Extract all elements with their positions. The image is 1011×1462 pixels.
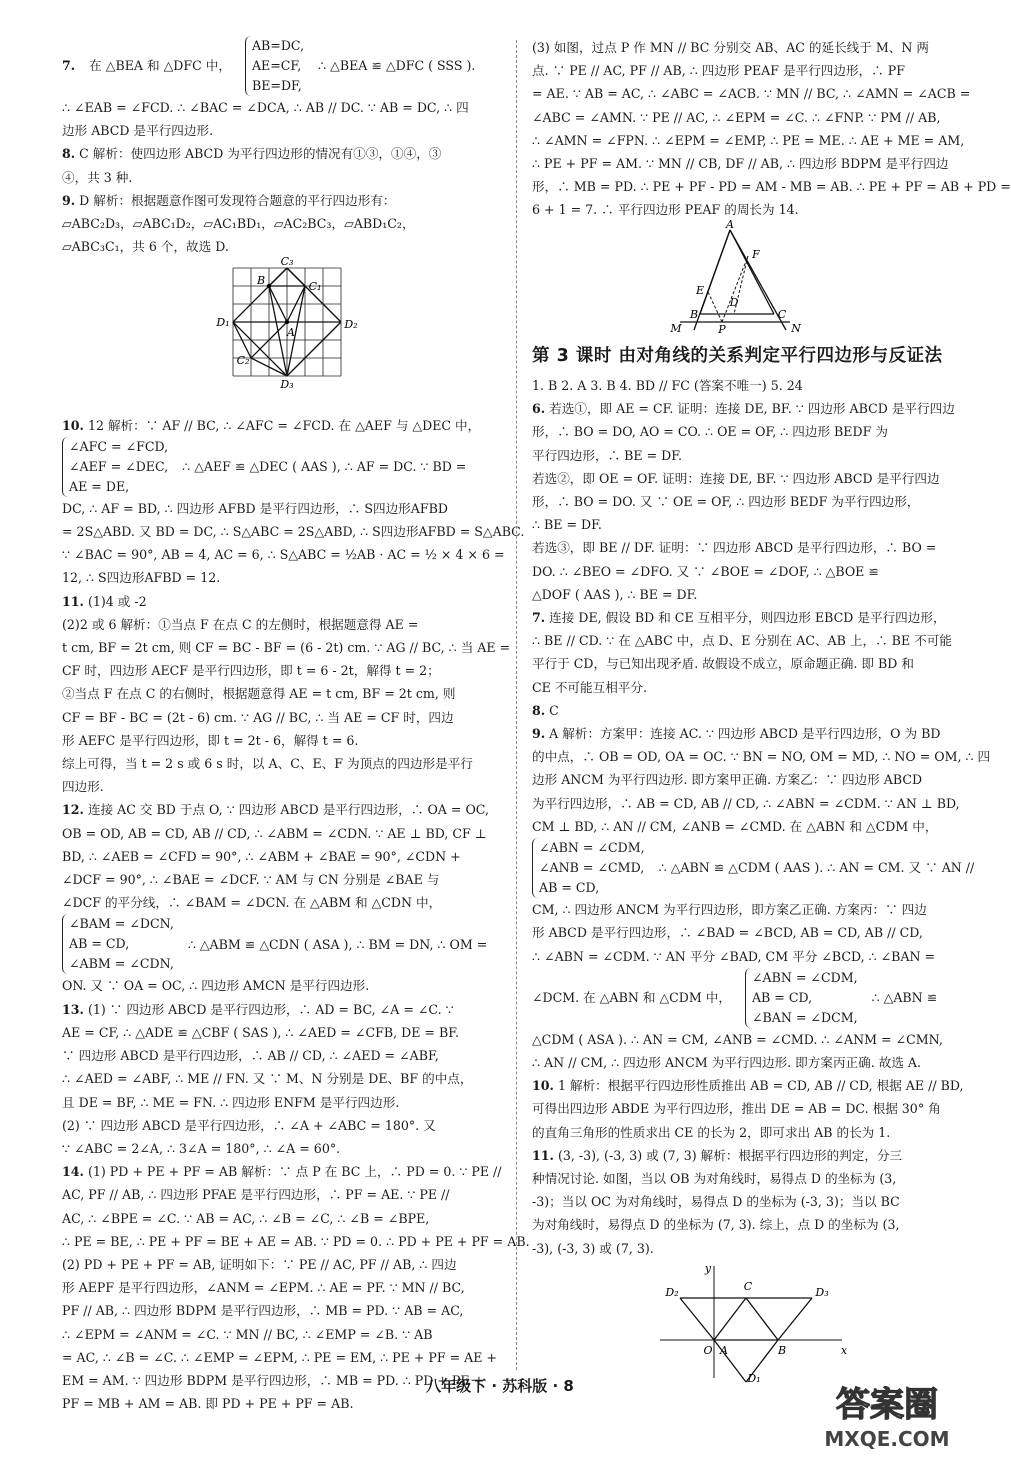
answer-text: △DOF ( AAS ), ∴ BE = DF. [532,586,698,602]
answer-line [62,659,504,682]
answer-line [62,1276,504,1299]
column-divider [516,40,517,1370]
answer-line [532,629,968,652]
brace-line: AB = CD, [69,936,130,952]
brace-post-text: ∴ △ABN ≌ △CDM ( AAS ). ∴ AN = CM. 又 ∵ AN // [658,860,975,876]
answer-line [62,891,504,914]
answer-line [532,768,968,791]
answer-item [532,606,968,699]
answer-line [532,606,968,629]
brace-system [62,36,504,96]
watermark-url: MXQE.COM [824,1427,950,1451]
item-number: 7. [62,58,76,74]
answer-line [62,497,504,520]
item-number: 6. [532,401,546,417]
figure-segment [714,1298,746,1340]
watermark-text: 答案圈 [836,1385,938,1425]
answer-line [62,822,504,845]
brace-line: AE=CF, [251,58,302,73]
answer-line [62,235,504,258]
figure-label: B [777,1343,787,1357]
item-number: 14. [62,1164,84,1180]
answer-text: 边形 ANCM 为平行四边形. 即方案甲正确. 方案乙：∵ 四边形 ABCD [532,772,923,788]
answer-text: 形，∴ BO = DO. 又 ∵ OE = OF, ∴ 四边形 BEDF 为平行四边形， [532,494,920,510]
answer-line [532,1028,968,1051]
answer-line [62,706,504,729]
answer-text: = 2S△ABD. 又 BD = DC, ∴ S△ABC = 2S△ABD, ∴ S四边形AFBD = S△ABC. [62,524,525,540]
figure-label: C [743,1279,753,1293]
answer-text: CF = BF - BC = (2t - 6) cm. ∵ AG // BC, ∴ 当 AE = CF 时，四边 [62,709,454,725]
figure-point [267,284,271,288]
answer-item [62,590,511,799]
watermark-logo [792,1370,982,1454]
answer-text: OB = OD, AB = CD, AB // CD, ∴ ∠ABM = ∠CDN. ∵ AE ⊥ BD, CF ⊥ [62,825,487,841]
answer-line [532,152,968,175]
answer-text: 1 解析：根据平行四边形性质推出 AB = CD, AB // CD, 根据 AE // BD, [557,1078,964,1094]
answer-text: ∠DCF = 90°, ∴ ∠BAE = ∠DCF. ∵ AM 与 CN 分别是 ∠BAE 与 [62,872,440,888]
answer-line [62,142,504,165]
brace-system [532,968,968,1028]
answer-text: 可得出四边形 ABDE 为平行四边形，推出 DE = AB = DC. 根据 30° 角 [532,1101,941,1117]
answer-text: 边形 ABCD 是平行四边形. [62,123,214,139]
figure-label: O [703,1343,713,1357]
brace-pre-text: ∠DCM. 在 △ABN 和 △CDM 中， [532,990,731,1006]
answer-text: 形 AEPF 是平行四边形，∠ANM = ∠EPM. ∴ AE = PF. ∵ MN // BC, [62,1280,465,1296]
answer-line [532,82,971,105]
answer-item [62,974,504,997]
item-number: 13. [62,1001,84,1017]
answer-text: (3) 如图，过点 P 作 MN // BC 分别交 AB、AC 的延长线于 M、N 两 [532,40,929,55]
answer-line [532,699,968,722]
answer-line [532,374,968,397]
answer-line [532,1213,968,1236]
answer-text: 为平行四边形，∴ AB = CD, AB // CD, ∴ ∠ABN = ∠CDM. ∵ AN ⊥ BD, [532,795,960,811]
item-number: 9. [62,192,76,208]
answer-text: ▱ABC₃C₁，共 6 个，故选 D. [62,239,229,255]
answer-text: ∴ BE = DF. [532,517,602,533]
answer-item [532,374,968,397]
brace-system [62,437,504,497]
answer-text: ∴ PE + PF = AM. ∵ MN // CB, DF // AB, ∴ 四边形 BDPM 是平行四边 [532,156,949,172]
answer-text: BD, ∴ ∠AEB = ∠CFD = 90°, ∴ ∠ABM + ∠BAE = 90°, ∠CDN + [62,848,461,864]
answer-text: (1) PD + PE + PF = AB 解析：∵ 点 P 在 BC 上，∴ PD = 0. ∵ PE // [87,1164,502,1180]
answer-text: ∴ AN // CM, ∴ 四边形 ANCM 为平行四边形. 即方案丙正确. 故选 A. [532,1054,922,1070]
item-number: 10. [62,417,84,433]
answer-text: t cm, BF = 2t cm, 则 CF = BC - BF = (6 - 2t) cm. ∵ AG // BC, ∴ 当 AE = [62,640,511,656]
answer-text: 综上可得，当 t = 2 s 或 6 s 时，以 A、C、E、F 为顶点的四边形是平行 [62,756,473,772]
figure-label: B [689,307,699,321]
answer-line [532,36,968,59]
answer-text: 形 ABCD 是平行四边形，∴ ∠BAD = ∠BCD, AB = CD, AB // CD, [532,925,923,941]
brace-pre-text: 在 △BEA 和 △DFC 中， [89,58,231,74]
figure-label: E [695,283,705,297]
answer-line [62,1067,504,1090]
figure-label: A [726,217,734,231]
answer-text: ∵ ∠BAC = 90°, AB = 4, AC = 6, ∴ S△ABC = ½AB · AC = ½ × 4 × 6 = [62,547,505,563]
answer-line [62,189,504,212]
answer-line [532,722,968,745]
answer-text: -3)；当以 OC 为对角线时，易得点 D 的坐标为 (-3, 3)；当以 BC [532,1194,900,1210]
figure-segment [746,1298,778,1340]
answer-line [62,998,504,1021]
brace-line: ∠ABN = ∠CDM, [751,969,858,985]
answer-text: EM = AM. ∵ 四边形 BDPM 是平行四边形，∴ MB = PD. ∴ PD + PE + [62,1372,485,1388]
answer-line [532,1097,968,1120]
answer-text: ∴ BE // CD. ∵ 在 △ABC 中，点 D、E 分别在 AC、AB 上，∴ BE 不可能 [532,633,952,649]
answer-text: AC, ∴ ∠BPE = ∠C. ∵ AB = AC, ∴ ∠B = ∠C, ∴ ∠B = ∠BPE, [62,1210,430,1226]
brace-group [62,914,174,974]
answer-text: ∴ ∠AMN = ∠FPN. ∴ ∠EPM = ∠EMP, ∴ PE = ME. ∴ AE + ME = AM, [532,132,965,148]
brace-post-text: ∴ △ABN ≌ [871,990,938,1006]
figure-segment [269,286,287,376]
figure-point [285,320,289,324]
answer-line [62,543,504,566]
brace-line: ∠ANB = ∠CMD, [539,860,645,876]
answer-item [532,397,968,606]
brace-post-text: ∴ △ABM ≌ △CDN ( ASA ), ∴ BM = DN, ∴ OM = [187,936,488,952]
answer-line [62,1021,504,1044]
figure-label: y [704,1261,712,1275]
answer-text: -3), (-3, 3) 或 (7, 3). [532,1240,654,1256]
answer-line [532,1074,968,1097]
figure-label: D₃ [280,378,294,392]
answer-line [62,752,504,775]
item-number: 11. [532,1147,554,1163]
answer-line [62,414,504,437]
answer-item [62,414,504,437]
brace-line: ∠BAM = ∠DCN, [69,916,174,932]
answer-line [532,490,968,513]
figure-label: x [840,1343,848,1357]
answer-line [62,1346,504,1369]
figure-dashed-segment [722,256,748,322]
answer-item [62,998,504,1160]
answer-text: 连接 DE, 假设 BD 和 CE 互相平分，则四边形 EBCD 是平行四边形， [549,610,946,626]
answer-line [62,1137,504,1160]
answer-line [62,1207,504,1230]
figure-label: F [752,247,760,261]
answer-line [62,1323,504,1346]
answer-line [62,96,504,119]
figure-label: D₁ [747,1371,761,1385]
answer-line [62,566,504,589]
answer-line [62,775,504,798]
answer-line [532,792,968,815]
figure-label: C₁ [308,280,322,294]
item-number: 8. [532,702,546,718]
brace-line: ∠ABM = ∠CDN, [69,956,174,972]
answer-line [62,613,504,636]
figure-segment [287,322,341,376]
answer-text: ∠DCF 的平分线，∴ ∠BAM = ∠DCN. 在 △ABM 和 △CDN 中， [62,895,442,911]
answer-text: CF 时，四边形 AECF 是平行四边形，即 t = 6 - 2t，解得 t = 2； [62,663,440,679]
left-column [62,36,530,1415]
answer-item [532,1074,968,1144]
answer-text: 12 解析：∵ AF // BC, ∴ ∠AFC = ∠FCD. 在 △AEF 与 △DEC 中， [87,417,481,433]
answer-text: ∴ ∠AED = ∠ABF, ∴ ME // FN. 又 ∵ M、N 分别是 DE、BF 的中点， [62,1071,473,1087]
answer-text: 1. B 2. A 3. B 4. BD // FC (答案不唯一) 5. 24 [532,378,803,394]
figure-svg-triangle [670,217,830,336]
answer-text: (1)4 或 -2 [87,593,147,609]
figure-label: C₃ [280,255,294,269]
answer-item [532,898,968,968]
answer-line [532,815,968,838]
answer-line [62,1160,504,1183]
figure-svg-coord [650,1260,850,1384]
answer-line [532,1237,968,1260]
figure-label: C₂ [236,354,250,368]
answer-line [62,166,504,189]
figure-label: D₂ [665,1285,679,1299]
answer-item [532,1144,968,1260]
answer-text: = AE. ∵ AB = AC, ∴ ∠ABC = ∠ACB. ∵ MN // BC, ∴ ∠AMN = ∠ACB = [532,86,971,102]
page-footer: 八年级下 · 苏科版 · 8 [426,1377,574,1395]
figure-segment [269,268,287,286]
answer-line [532,198,968,221]
figure-label: N [791,321,801,335]
brace-line: BE=DF, [251,78,302,93]
brace-post-text: ∴ △BEA ≌ △DFC ( SSS ). [318,58,476,74]
figure-label: M [670,321,682,335]
brace-line: ∠AFC = ∠FCD, [69,438,169,454]
answer-text: ②当点 F 在点 C 的右侧时，根据题意得 AE = t cm, BF = 2t cm, 则 [62,686,456,702]
answer-text: △CDM ( ASA ). ∴ AN = CM, ∠ANB = ∠CMD. ∴ ∠ANM = ∠CMN, [532,1031,943,1047]
answer-text: C 解析：使四边形 ABCD 为平行四边形的情况有①③，①④，③ [79,146,442,162]
answer-text: 12, ∴ S四边形AFBD = 12. [62,570,221,586]
answer-text: (1) ∵ 四边形 ABCD 是平行四边形，∴ AD = BC, ∠A = ∠C. ∵ [87,1001,454,1017]
figure-segment [778,1298,812,1340]
brace-system [62,914,504,974]
answer-line [532,1121,968,1144]
answer-item [62,142,504,188]
answer-item [532,36,1011,222]
brace-group [62,437,168,497]
answer-text: A 解析：方案甲：连接 AC. ∵ 四边形 ABCD 是平行四边形，O 为 BD [549,726,941,742]
brace-group [745,968,858,1028]
answer-line [62,1044,504,1067]
answer-line [62,1183,504,1206]
answer-line [532,921,968,944]
answer-item [532,699,968,722]
brace-line: ∠BAN = ∠DCM, [751,1009,858,1025]
answer-text: 若选②，即 OE = OF. 证明：连接 DE, BF. ∵ 四边形 ABCD 是平行四边 [532,470,940,486]
answer-text: ∵ ∠ABC = 2∠A, ∴ 3∠A = 180°, ∴ ∠A = 60°. [62,1140,341,1156]
answer-line [532,106,968,129]
answer-line [532,1144,968,1167]
answer-line [532,1190,968,1213]
answer-text: 平行四边形，∴ BE = DF. [532,447,683,463]
answer-item [532,1028,968,1074]
answer-line [62,729,504,752]
answer-line [532,129,968,152]
answer-text: 若选①，即 AE = CF. 证明：连接 DE, BF. ∵ 四边形 ABCD 是平行四边 [549,401,955,417]
item-number: 9. [532,726,546,742]
answer-line [62,1230,530,1253]
answer-item [532,722,991,838]
answer-line [62,798,504,821]
brace-group [532,838,645,898]
answer-line [62,1299,504,1322]
item-number: 12. [62,802,84,818]
answer-line [532,652,968,675]
answer-line [62,845,504,868]
brace-line: ∠AEF = ∠DEC, [69,458,169,474]
answer-line [532,583,968,606]
answer-text: (2)2 或 6 解析：①当点 F 在点 C 的左侧时，根据题意得 AE = [62,616,419,632]
item-number: 11. [62,593,84,609]
brace-line: AB = CD, [751,989,813,1005]
answer-text: ∠ABC = ∠AMN. ∵ PE // AC, ∴ ∠EPM = ∠C. ∴ ∠FNP. ∵ PM // AB, [532,109,941,125]
answer-line [532,1051,968,1074]
answer-text: CM, ∴ 四边形 ANCM 为平行四边形，即方案乙正确. 方案丙：∵ 四边 [532,902,927,918]
answer-text: ∵ 四边形 ABCD 是平行四边形，∴ AB // CD, ∴ ∠AED = ∠ABF, [62,1048,439,1064]
answer-text: DC, ∴ AF = BD, ∴ 四边形 AFBD 是平行四边形，∴ S四边形AFBD [62,500,448,516]
brace-line: ∠ABN = ∠CDM, [539,840,645,856]
answer-text: PF = MB + AM = AB. 即 PD + PE + PF = AB. [62,1396,354,1412]
answer-text: C [549,702,559,718]
answer-text: CE 不可能互相平分. [532,679,647,695]
figure-segment [680,1298,714,1340]
answer-text: (3, -3), (-3, 3) 或 (7, 3) 解析：根据平行四边形的判定，分三 [557,1147,903,1163]
figure-label: P [718,322,726,336]
answer-text: 若选③，即 BE // DF. 证明：∵ 四边形 ABCD 是平行四边形，∴ BO = [532,540,937,556]
answer-line [62,1114,504,1137]
figure-label: A [720,1343,728,1357]
answer-text: 的直角三角形的性质求出 CE 的长为 2，即可求出 AB 的长为 1. [532,1124,891,1140]
answer-line [62,1091,504,1114]
answer-text: PF // AB, ∴ 四边形 BDPM 是平行四边形，∴ MB = PD. ∵ AB = AC, [62,1303,464,1319]
answer-text: (2) PD + PE + PF = AB, 证明如下：∵ PE // AC, PF // AB, ∴ 四边 [62,1256,457,1272]
answer-line [532,1167,968,1190]
answer-text: ∴ ∠EPM = ∠ANM = ∠C. ∵ MN // BC, ∴ ∠EMP = ∠B. ∵ AB [62,1326,433,1342]
answer-text: 6 + 1 = 7. ∴ 平行四边形 PEAF 的周长为 14. [532,202,799,218]
answer-text: ∴ ∠EAB = ∠FCD. ∴ ∠BAC = ∠DCA, ∴ AB // DC. ∵ AB = DC, ∴ 四 [62,100,469,115]
figure-grid [62,255,504,413]
answer-text: 种情况讨论. 如图，当以 OB 为对角线时，易得点 D 的坐标为 (3, [532,1170,897,1186]
answer-text: 点. ∵ PE // AC, PF // AB, ∴ 四边形 PEAF 是平行四边形，∴ PF [532,63,905,79]
answer-line [62,520,525,543]
figure-triangle [532,217,968,341]
answer-text: AE = CF, ∴ △ADE ≌ △CBF ( SAS ), ∴ ∠AED = ∠CFB, DE = BF. [62,1024,459,1040]
answer-text: CM ⊥ BD, ∴ AN // CM, ∠ANB = ∠CMD. 在 △ABN 和 △CDM 中， [532,818,938,834]
answer-line [62,636,511,659]
answer-line [532,945,968,968]
answer-item [62,96,504,142]
answer-text: ∴ ∠ABN = ∠CDM. ∵ AN 平分 ∠BAD, CM 平分 ∠BCD, ∴ ∠BAN = [532,948,936,964]
answer-line [532,676,968,699]
answer-line [532,745,991,768]
answer-text: 为对角线时，易得点 D 的坐标为 (7, 3). 综上，点 D 的坐标为 (3, [532,1217,900,1233]
answer-line [532,59,968,82]
answer-line [62,974,504,997]
answer-text: 形，∴ MB = PD. ∴ PE + PF - PD = AM - MB = AB. ∴ PE + PF = AB + PD = [532,179,1011,195]
answer-line [532,175,1011,198]
item-number: 10. [532,1078,554,1094]
figure-svg-grid [213,255,358,406]
answer-item [62,497,525,590]
answer-line [532,560,968,583]
answer-line [62,212,504,235]
answer-text: ④，共 3 种. [62,169,133,185]
brace-line: AB=DC, [251,38,305,53]
brace-line: AE = DE, [69,478,130,494]
answer-text: 形 AEFC 是平行四边形，即 t = 2t - 6，解得 t = 6. [62,732,359,748]
answer-line [62,119,504,142]
answer-line [62,1253,504,1276]
answer-text: 且 DE = BF, ∴ ME = FN. ∴ 四边形 ENFM 是平行四边形. [62,1094,400,1110]
brace-system [532,838,975,898]
answer-text: D 解析：根据题意作图可发现符合题意的平行四边形有： [79,192,396,208]
figure-label: C [777,307,787,321]
answer-line [532,397,968,420]
answer-line [62,868,504,891]
answer-line [532,420,968,443]
figure-label: D₂ [344,318,358,332]
answer-text: = AC, ∴ ∠B = ∠C. ∴ ∠EMP = ∠EPM, ∴ PE = EM, ∴ PE + PF = AE + [62,1349,497,1365]
answer-text: 形，∴ BO = DO, AO = CO. ∴ OE = OF, ∴ 四边形 BEDF 为 [532,424,888,440]
item-number: 7. [532,610,546,626]
answer-text: DO. ∴ ∠BEO = ∠DFO. 又 ∵ ∠BOE = ∠DOF, ∴ △BOE ≌ [532,563,879,579]
section-title: 第 3 课时 由对角线的关系判定平行四边形与反证法 [532,345,943,366]
answer-text: 连接 AC 交 BD 于点 O, ∵ 四边形 ABCD 是平行四边形，∴ OA = OC, [87,802,489,818]
figure-label: D [729,295,739,309]
figure-label: B [256,274,266,288]
item-number: 8. [62,146,76,162]
answer-line [532,536,968,559]
right-column [532,36,1011,1391]
answer-text: 四边形. [62,779,104,795]
answer-line [532,513,968,536]
answer-item [62,189,504,259]
figure-dashed-segment [708,292,722,322]
answer-line [532,444,968,467]
answer-text: (2) ∵ 四边形 ABCD 是平行四边形，∴ ∠A + ∠ABC = 180°. 又 [62,1117,436,1133]
answer-line [62,590,504,613]
brace-group [245,36,304,96]
brace-post-text: ∴ △AEF ≌ △DEC ( AAS ), ∴ AF = DC. ∵ BD = [182,459,467,475]
figure-label: D₁ [216,316,230,330]
answer-text: ∴ PE = BE, ∴ PE + PF = BE + AE = AB. ∵ PD = 0. ∴ PD + PE + PF = AB. [62,1233,530,1249]
answer-text: ON. 又 ∵ OA = OC, ∴ 四边形 AMCN 是平行四边形. [62,978,370,994]
answer-text: 的中点，∴ OB = OD, OA = OC. ∵ BN = NO, OM = MD, ∴ NO = OM, ∴ 四 [532,749,991,765]
figure-label: D₃ [815,1285,829,1299]
answer-text: 平行于 CD，与已知出现矛盾. 故假设不成立，原命题正确. 即 BD 和 [532,656,914,672]
figure-label: A [287,326,295,340]
answer-item [62,798,504,914]
brace-line: AB = CD, [539,880,600,896]
answer-text: ▱ABC₂D₃，▱ABC₁D₂，▱AC₁BD₁，▱AC₂BC₃，▱ABD₁C₂， [62,216,415,232]
answer-text: AC, PF // AB, ∴ 四边形 PFAE 是平行四边形，∴ PF = AE. ∵ PE // [62,1187,450,1203]
answer-line [62,682,504,705]
answer-line [532,467,968,490]
answer-line [532,898,968,921]
figure-segment [287,268,305,286]
